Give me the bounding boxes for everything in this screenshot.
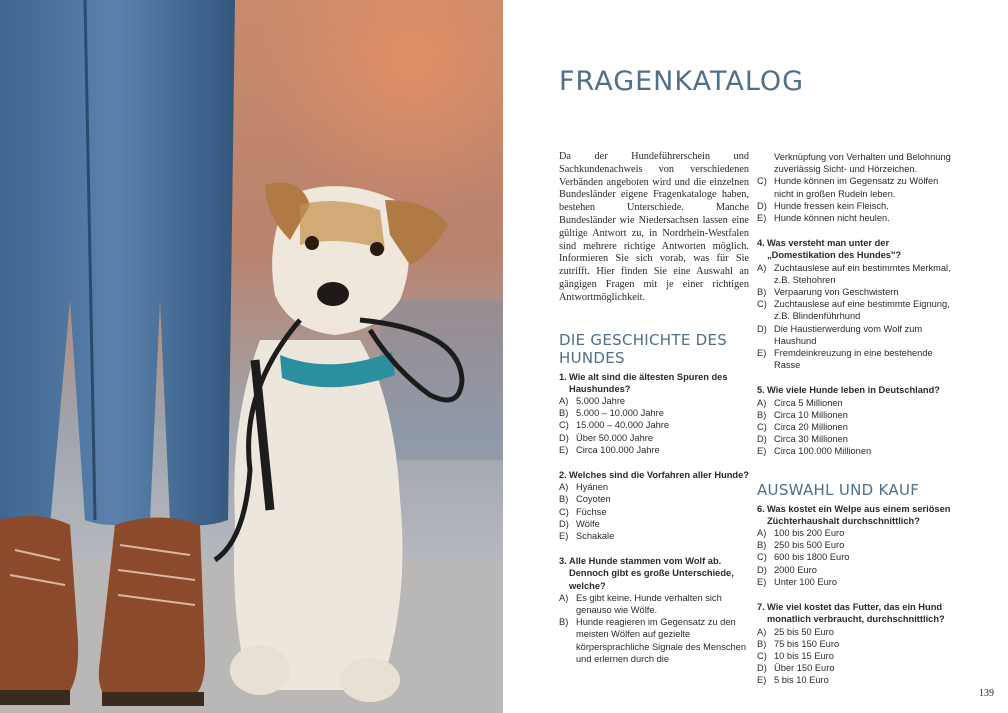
dog-photo [0, 0, 503, 713]
option-text: 100 bis 200 Euro [774, 528, 845, 539]
question-text: Alle Hunde stammen vom Wolf ab. Dennoch gibt es große Unterschiede, welche? [569, 556, 734, 591]
answer-option [559, 481, 749, 493]
question-text: Wie viele Hunde leben in Deutschland? [767, 385, 940, 396]
question-number: 3. [559, 556, 567, 567]
option-letter: A) [559, 395, 569, 406]
option-letter: E) [757, 576, 767, 587]
option-letter: A) [757, 528, 767, 539]
option-letter: E) [757, 348, 767, 359]
answer-option [757, 662, 952, 674]
answer-option [757, 638, 952, 650]
option-text: Verpaarung von Geschwistern [774, 287, 899, 298]
option-letter: D) [757, 564, 767, 575]
question-number: 5. [757, 385, 765, 396]
answer-option [757, 674, 952, 686]
option-text: Hyänen [576, 482, 609, 493]
answer-option [757, 626, 952, 638]
answer-option [559, 506, 749, 518]
answer-option [559, 616, 749, 665]
question-number: 1. [559, 371, 567, 382]
option-text: Über 50.000 Jahre [576, 432, 654, 443]
section-heading-history: DIE GESCHICHTE DES HUNDES [559, 330, 728, 367]
intro-paragraph: Da der Hundeführerschein und Sachkundenachweis von verschiedenen Verbänden angeboten wird und die einzelnen Bundesländer eigene Fragenkataloge haben, bestehen Unterschiede. Manche Bundesländer wie Niedersachsen lassen eine gültige Antwort zu, in Nordrhein-Westfalen sind mehrere richtige Antworten möglich. Informieren Sie sich vorab, was für Sie zutrifft. Hier finden Sie eine Auswahl an gängigen Fragen mit je einer richtigen Antwortmöglichkeit. [559, 151, 749, 303]
question-1 [559, 371, 749, 456]
option-letter: E) [757, 213, 767, 224]
question-3-continued [757, 151, 952, 224]
option-letter: C) [757, 422, 767, 433]
question-number: 7. [757, 602, 765, 613]
option-letter: C) [559, 420, 569, 431]
option-text: Hunde reagieren im Gegensatz zu den meisten Wölfen auf gezielte körpersprachliche Signale des Menschen und erlernen durch die [576, 617, 747, 664]
option-text: Über 150 Euro [774, 663, 835, 674]
answer-option [559, 592, 749, 616]
option-letter: A) [757, 397, 767, 408]
answer-option [559, 444, 749, 456]
question-text: Wie viel kostet das Futter, das ein Hund monatlich verbraucht, durchschnittlich? [767, 602, 945, 625]
answer-option [559, 407, 749, 419]
option-letter: B) [757, 287, 767, 298]
option-text: Circa 5 Millionen [774, 397, 843, 408]
option-text: Zuchtauslese auf eine bestimmte Eignung, z.B. Blindenführhund [774, 299, 950, 322]
option-text: 25 bis 50 Euro [774, 626, 834, 637]
option-text: Circa 30 Millionen [774, 434, 848, 445]
answer-option [757, 576, 952, 588]
option-text: Schakale [576, 531, 615, 541]
option-text: 10 bis 15 Euro [774, 650, 834, 661]
right-column [757, 151, 952, 700]
option-text: 15.000 – 40.000 Jahre [576, 420, 670, 431]
answer-option [559, 395, 749, 407]
option-letter: B) [757, 540, 767, 551]
answer-option [757, 286, 952, 298]
option-text: Füchse [576, 506, 607, 517]
question-3 [559, 555, 749, 665]
left-column [559, 151, 749, 678]
answer-option [757, 433, 952, 445]
option-letter: B) [559, 494, 569, 505]
option-text: Circa 100.000 Jahre [576, 444, 660, 455]
question-6 [757, 503, 952, 588]
question-text: Was kostet ein Welpe aus einem seriösen Züchterhaushalt durchschnittlich? [767, 503, 951, 526]
question-number: 6. [757, 503, 765, 514]
question-number: 2. [559, 469, 567, 480]
question-5 [757, 384, 952, 457]
option-text: Zuchtauslese auf ein bestimmtes Merkmal, z.B. Stehohren [774, 262, 951, 285]
answer-option [757, 175, 952, 199]
option-letter: C) [757, 552, 767, 563]
answer-option [757, 347, 952, 371]
option-text: 250 bis 500 Euro [774, 540, 845, 551]
option-text: Hunde können nicht heulen. [774, 213, 890, 224]
question-7 [757, 601, 952, 686]
option-text: Circa 20 Millionen [774, 422, 848, 433]
option-letter: A) [757, 262, 767, 273]
question-2 [559, 469, 749, 542]
answer-option [757, 298, 952, 322]
option-letter: E) [559, 444, 569, 455]
option-letter: E) [757, 446, 767, 457]
option-letter: C) [757, 299, 767, 310]
answer-option [757, 551, 952, 563]
option-letter: E) [757, 675, 767, 686]
option-text: Circa 100.000 Millionen [774, 446, 872, 457]
option-letter: C) [757, 176, 767, 187]
option-text: 75 bis 150 Euro [774, 638, 840, 649]
text-page [503, 0, 1008, 713]
option-letter: D) [559, 518, 569, 529]
option-letter: D) [559, 432, 569, 443]
option-text: Die Haustierwerdung vom Wolf zum Haushund [774, 323, 923, 346]
answer-option [757, 527, 952, 539]
option-letter: D) [757, 323, 767, 334]
answer-option [757, 539, 952, 551]
option-text: Unter 100 Euro [774, 576, 838, 587]
question-text: Welches sind die Vorfahren aller Hunde? [569, 469, 749, 480]
option-letter: B) [559, 617, 569, 628]
option-text: 5.000 Jahre [576, 395, 626, 406]
question-4 [757, 237, 952, 371]
option-text: 5 bis 10 Euro [774, 675, 829, 686]
answer-option [757, 323, 952, 347]
answer-option [559, 432, 749, 444]
answer-option [757, 397, 952, 409]
answer-option [757, 564, 952, 576]
question-text: Was versteht man unter der „Domestikation des Hundes"? [767, 238, 902, 261]
question-number: 4. [757, 238, 765, 249]
option-letter: B) [757, 638, 767, 649]
option-continuation: Verknüpfung von Verhalten und Belohnung zuverlässig Sicht- und Hörzeichen. [774, 152, 951, 175]
option-letter: A) [757, 626, 767, 637]
page-number: 139 [979, 688, 994, 699]
answer-option [757, 409, 952, 421]
option-text: Coyoten [576, 494, 611, 505]
option-letter: E) [559, 531, 569, 541]
option-text: Circa 10 Millionen [774, 409, 848, 420]
answer-option [757, 445, 952, 457]
option-text: Fremdeinkreuzung in eine bestehende Rasse [774, 348, 933, 371]
answer-option [559, 518, 749, 530]
option-letter: A) [559, 592, 569, 603]
option-letter: C) [757, 650, 767, 661]
option-text: 5.000 – 10.000 Jahre [576, 408, 664, 419]
option-letter: B) [559, 408, 569, 419]
page-title: FRAGENKATALOG [559, 66, 805, 97]
option-text: Hunde fressen kein Fleisch. [774, 200, 889, 211]
option-text: Hunde können im Gegensatz zu Wölfen nicht in großen Rudeln leben. [774, 176, 939, 199]
question-text: Wie alt sind die ältesten Spuren des Haushundes? [569, 371, 728, 394]
option-text: Es gibt keine. Hunde verhalten sich genauso wie Wölfe. [576, 592, 722, 616]
option-text: 600 bis 1800 Euro [774, 552, 850, 563]
option-letter: D) [757, 663, 767, 674]
answer-option [559, 419, 749, 431]
option-text: Wölfe [576, 518, 600, 529]
answer-option [757, 212, 952, 224]
option-letter: C) [559, 506, 569, 517]
option-letter: A) [559, 482, 569, 493]
option-letter: D) [757, 434, 767, 445]
answer-option [757, 200, 952, 212]
option-letter: D) [757, 200, 767, 211]
section-heading-purchase: AUSWAHL UND KAUF [757, 480, 920, 499]
answer-option [757, 262, 952, 286]
option-letter: B) [757, 409, 767, 420]
option-text: 2000 Euro [774, 564, 817, 575]
answer-option [757, 650, 952, 662]
answer-option [559, 493, 749, 505]
answer-option [757, 421, 952, 433]
answer-option [559, 530, 749, 542]
